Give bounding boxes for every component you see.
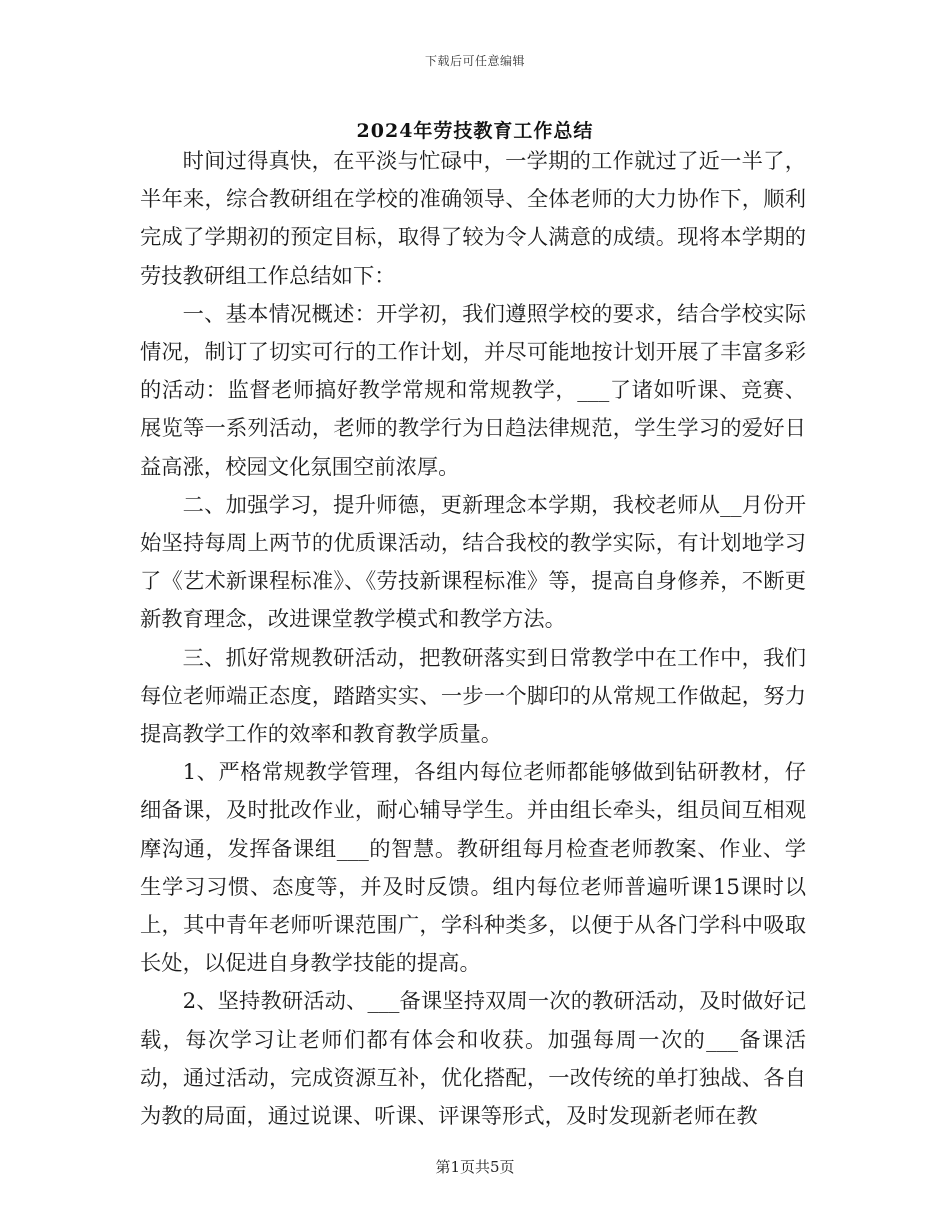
paragraph-item-1: 1、严格常规教学管理，各组内每位老师都能够做到钻研教材，仔细备课，及时批改作业，耐心辅导学生。并由组长牵头，组员间互相观摩沟通，发挥备课组___的智慧。教研组每月检查老师教案、作业、学生学习习惯、态度等，并及时反馈。组内每位老师普遍听课15课时以上，其中青年老师听课范围广，学科种类多，以便于从各门学科中吸取长处，以促进自身教学技能的提高。 bbox=[140, 760, 806, 977]
paragraph-item-2: 2、坚持教研活动、___备课坚持双周一次的教研活动，及时做好记载，每次学习让老师们都有体会和收获。加强每周一次的___备课活动，通过活动，完成资源互补，优化搭配，一改传统的单打独战、各自为教的局面，通过说课、听课、评课等形式，及时发现新老师在教 bbox=[140, 989, 806, 1130]
paragraph-intro: 时间过得真快，在平淡与忙碌中，一学期的工作就过了近一半了，半年来，综合教研组在学校的准确领导、全体老师的大力协作下，顺利完成了学期初的预定目标，取得了较为令人满意的成绩。现将本学期的劳技教研组工作总结如下： bbox=[140, 149, 806, 289]
paragraph-section-3: 三、抓好常规教研活动，把教研落实到日常教学中在工作中，我们每位老师端正态度，踏踏实实、一步一个脚印的从常规工作做起，努力提高教学工作的效率和教育教学质量。 bbox=[140, 645, 806, 748]
page-indicator: 第1页共5页 bbox=[435, 1158, 515, 1176]
document-title: 2024年劳技教育工作总结 bbox=[356, 120, 594, 142]
header-note: 下载后可任意编辑 bbox=[424, 54, 525, 68]
paragraph-section-1: 一、基本情况概述：开学初，我们遵照学校的要求，结合学校实际情况，制订了切实可行的工作计划，并尽可能地按计划开展了丰富多彩的活动：监督老师搞好教学常规和常规教学，___了诸如听课、竞赛、展览等一系列活动，老师的教学行为日趋法律规范，学生学习的爱好日益高涨，校园文化氛围空前浓厚。 bbox=[140, 301, 806, 480]
paragraph-section-2: 二、加强学习，提升师德，更新理念本学期，我校老师从__月份开始坚持每周上两节的优质课活动，结合我校的教学实际，有计划地学习了《艺术新课程标准》、《劳技新课程标准》等，提高自身修养，不断更新教育理念，改进课堂教学模式和教学方法。 bbox=[140, 492, 806, 633]
document-body bbox=[140, 143, 806, 1136]
